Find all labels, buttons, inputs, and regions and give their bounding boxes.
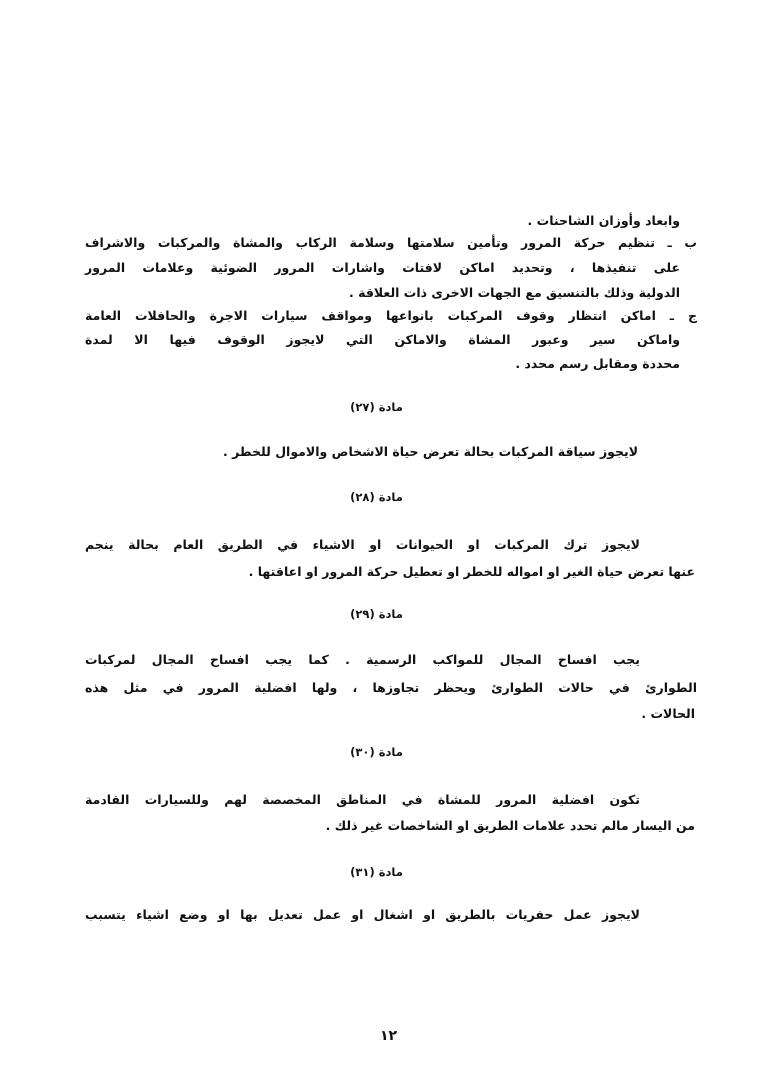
item-j-line: واماكن سير وعبور المشاة والاماكن التي لايجوز الوقوف فيها الا لمدة xyxy=(85,332,680,347)
continuation-line: وابعاد وأوزان الشاحنات . xyxy=(527,213,680,228)
article-heading: مادة (٢٨) xyxy=(350,490,403,504)
item-b-line: على تنفيذها ، وتحديد اماكن لافتات واشارات المرور الضوئية وعلامات المرور xyxy=(85,260,680,275)
article-heading: مادة (٣١) xyxy=(350,865,403,879)
article-heading: مادة (٣٠) xyxy=(350,745,403,759)
article-line: لايجوز ترك المركبات او الحيوانات او الاشياء في الطريق العام بحالة ينجم xyxy=(85,537,640,552)
article-line: الطوارئ في حالات الطوارئ ويحظر تجاوزها ، ولها افضلية المرور في مثل هذه xyxy=(85,680,697,695)
item-j-line: ج ـ اماكن انتظار وقوف المركبات بانواعها ومواقف سيارات الاجرة والحافلات العامة xyxy=(85,308,697,323)
article-line: يجب افساح المجال للمواكب الرسمية . كما يجب افساح المجال لمركبات xyxy=(85,652,640,667)
article-line: من اليسار مالم تحدد علامات الطريق او الشاخصات غير ذلك . xyxy=(325,818,695,833)
item-j-line: محددة ومقابل رسم محدد . xyxy=(515,356,680,371)
article-line: تكون افضلية المرور للمشاة في المناطق المخصصة لهم وللسيارات القادمة xyxy=(85,792,640,807)
article-line: لايجوز سياقة المركبات بحالة تعرض حياة الاشخاص والاموال للخطر . xyxy=(223,444,638,459)
item-b-line: ب ـ تنظيم حركة المرور وتأمين سلامتها وسلامة الركاب والمشاة والمركبات والاشراف xyxy=(85,235,697,250)
article-line: عنها تعرض حياة الغير او امواله للخطر او تعطيل حركة المرور او اعاقتها . xyxy=(248,564,695,579)
article-line: الحالات . xyxy=(641,706,695,721)
article-heading: مادة (٢٩) xyxy=(350,607,403,621)
item-b-line: الدولية وذلك بالتنسيق مع الجهات الاخرى ذات العلاقة . xyxy=(349,285,680,300)
page-number: ١٢ xyxy=(379,1028,398,1044)
article-line: لايجوز عمل حفريات بالطريق او اشغال او عمل تعديل بها او وضع اشياء يتسبب xyxy=(85,907,640,922)
article-heading: مادة (٢٧) xyxy=(350,400,403,414)
